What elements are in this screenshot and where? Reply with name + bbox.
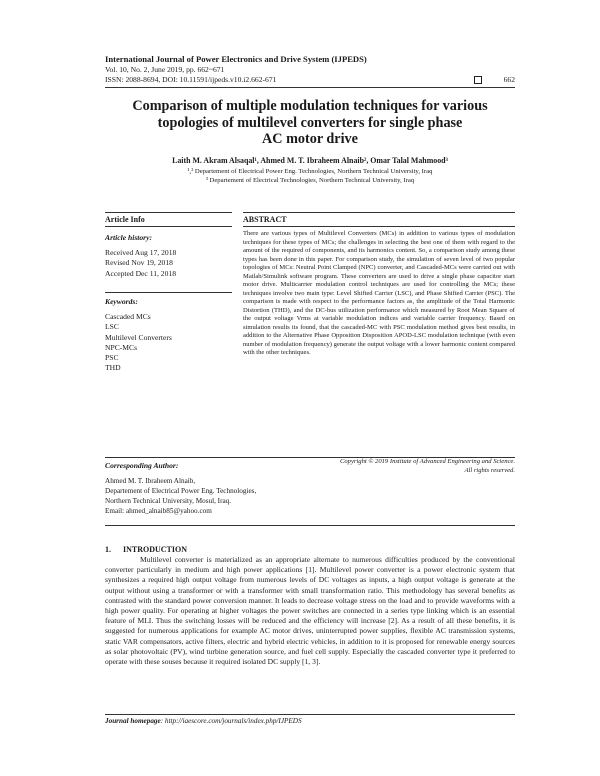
abstract-heading: ABSTRACT bbox=[243, 215, 515, 227]
history-revised: Revised Nov 19, 2018 bbox=[105, 258, 173, 268]
keyword: THD bbox=[105, 363, 121, 373]
history-title: Article history: bbox=[105, 233, 153, 242]
copyright-line: Copyright © 2019 Institute of Advanced Engineering and Science. bbox=[339, 458, 515, 465]
corresponding-heading: Corresponding Author: bbox=[105, 461, 179, 470]
section-divider bbox=[105, 457, 515, 458]
section-number: 1. bbox=[105, 545, 111, 554]
keyword: Cascaded MCs bbox=[105, 312, 151, 321]
paper-title bbox=[105, 98, 515, 148]
keyword: NPC-MCs bbox=[105, 342, 138, 352]
history-received: Received Aug 17, 2018 bbox=[105, 248, 177, 257]
issn-doi: ISSN: 2088-8694, DOI: 10.11591/ijpeds.v10.i2.662-671 bbox=[105, 74, 277, 84]
author-list: Laith M. Akram Alsaqal¹, Ahmed M. T. Ibraheem Alnaib², Omar Talal Mahmood³ bbox=[172, 156, 448, 165]
copyright-notice bbox=[243, 457, 515, 475]
corresponding-name: Ahmed M. T. Ibraheem Alnaib, bbox=[105, 477, 196, 485]
affiliation: ³ Departement of Electrical Technologies, Northern Technical University, Iraq bbox=[205, 177, 415, 184]
abstract-section bbox=[243, 212, 515, 227]
history-accepted: Accepted Dec 11, 2018 bbox=[105, 268, 176, 278]
page-number: 662 bbox=[503, 75, 515, 85]
homepage-link[interactable]: : http://iaescore.com/journals/index.php/IJPEDS bbox=[160, 717, 302, 725]
corresponding-email: Email: ahmed_alnaib85@yahoo.com bbox=[105, 507, 212, 515]
corresponding-details bbox=[105, 476, 345, 516]
volume-line: Vol. 10, No. 2, June 2019, pp. 662~671 bbox=[105, 64, 225, 74]
footer-divider bbox=[105, 714, 515, 715]
title-line: AC motor drive bbox=[262, 131, 358, 147]
keyword: LSC bbox=[105, 322, 119, 332]
introduction-paragraph: Multilevel converter is materialized as an appropriate alternate to numerous difficulties produced by the conventional converter particularly in medium and high power applications [1]. Multilevel power converter is a power electronic system that synthesizes a required high output voltage from numerous levels of DC voltages as inputs, a high output voltage is generate at the output without using a transformer or with a transformer with small transformation ratio. This methodology has several benefits as contrasted with the standard power conversion manner. It leads to decrease voltage stress on the load and to provide waveforms with a high power quality. For operating at higher voltages the power switches are connected in a series type linking which is an essential feature of MLI. Thus the switching losses will be reduced and the efficiency will increase [2]. As a result of all these benefits, it is suggested for numerous applications for example AC motor drives, uninterrupted power supplies, flexible AC transmission systems, static VAR compensators, active filters, electric and hybrid electric vehicles, in addition to it is proposed for renewable energy sources as solar photovoltaic (PV), wind turbine generation source, and fuel cell supply. Especially the cascaded converter type it preferred to operate with these souses because it required isolated DC supply [1, 3]. bbox=[105, 555, 515, 667]
keyword: PSC bbox=[105, 353, 119, 363]
header-divider bbox=[105, 87, 515, 88]
journal-footer bbox=[105, 717, 302, 725]
title-line: Comparison of multiple modulation techniques for various bbox=[132, 98, 488, 114]
rights-line: All rights reserved. bbox=[464, 467, 515, 474]
title-line: topologies of multilevel converters for single phase bbox=[157, 114, 463, 131]
article-info-heading: Article Info bbox=[105, 215, 232, 227]
issn-row bbox=[105, 75, 515, 85]
affiliations bbox=[105, 167, 515, 185]
keyword: Multilevel Converters bbox=[105, 332, 172, 342]
journal-name: International Journal of Power Electronics and Drive System (IJPEDS) bbox=[105, 54, 367, 64]
corresponding-dept: Departement of Electrical Power Eng. Technologies, bbox=[105, 487, 257, 495]
section-divider bbox=[105, 525, 515, 526]
section-heading-introduction bbox=[105, 545, 187, 554]
journal-header bbox=[105, 54, 515, 85]
section-title: INTRODUCTION bbox=[123, 545, 188, 554]
abstract-text: There are various types of Multilevel Converters (MCs) in addition to various types of modulation techniques for these types of MCs; the challenges in selecting the best one of them with regard to the amount of the required of components, and its harmonics content. So, a comparison study among these types has been done in this paper. For comparison study, the simulation of seven level of two popular topologies of MCs: Neutral Point Clamped (NPC) converter, and Cascaded-MCs were carried out with Matlab/Simulink software program. These converters are used to drive a single phase capacitor start motor drive. Multicarrier modulation control techniques are used for controlling the MCs; these techniques involve two main type: Level Shifted Carrier (LSC), and Phase Shifted Carrier (PSC). The comparison is made with respect to the performance factors as, the amplitude of the Total Harmonic Distortion (THD), and the DC-bus utilization performance which measured by Root Mean Square of the output voltage Vrms at variable modulation indices and variable carrier frequency. Based on simulation results its found, that the cascaded-MC with PSC modulation method gives best results, in addition to the Alternative Phase Opposition Disposition APOD-LSC modulation technique (with even number of modulation frequency) generate the output voltage with a lower harmonic content compared with the other techniques. bbox=[243, 230, 515, 356]
square-box-icon bbox=[474, 76, 482, 84]
keywords-title: Keywords: bbox=[105, 297, 138, 306]
corresponding-univ: Northern Technical University, Mosul, Iraq. bbox=[105, 497, 232, 505]
affiliation: ¹,² Departement of Electrical Power Eng. Technologies, Northern Technical University, Iraq bbox=[187, 168, 433, 175]
homepage-label: Journal homepage bbox=[105, 717, 161, 725]
keywords-section bbox=[105, 292, 232, 374]
article-info-section bbox=[105, 212, 232, 279]
